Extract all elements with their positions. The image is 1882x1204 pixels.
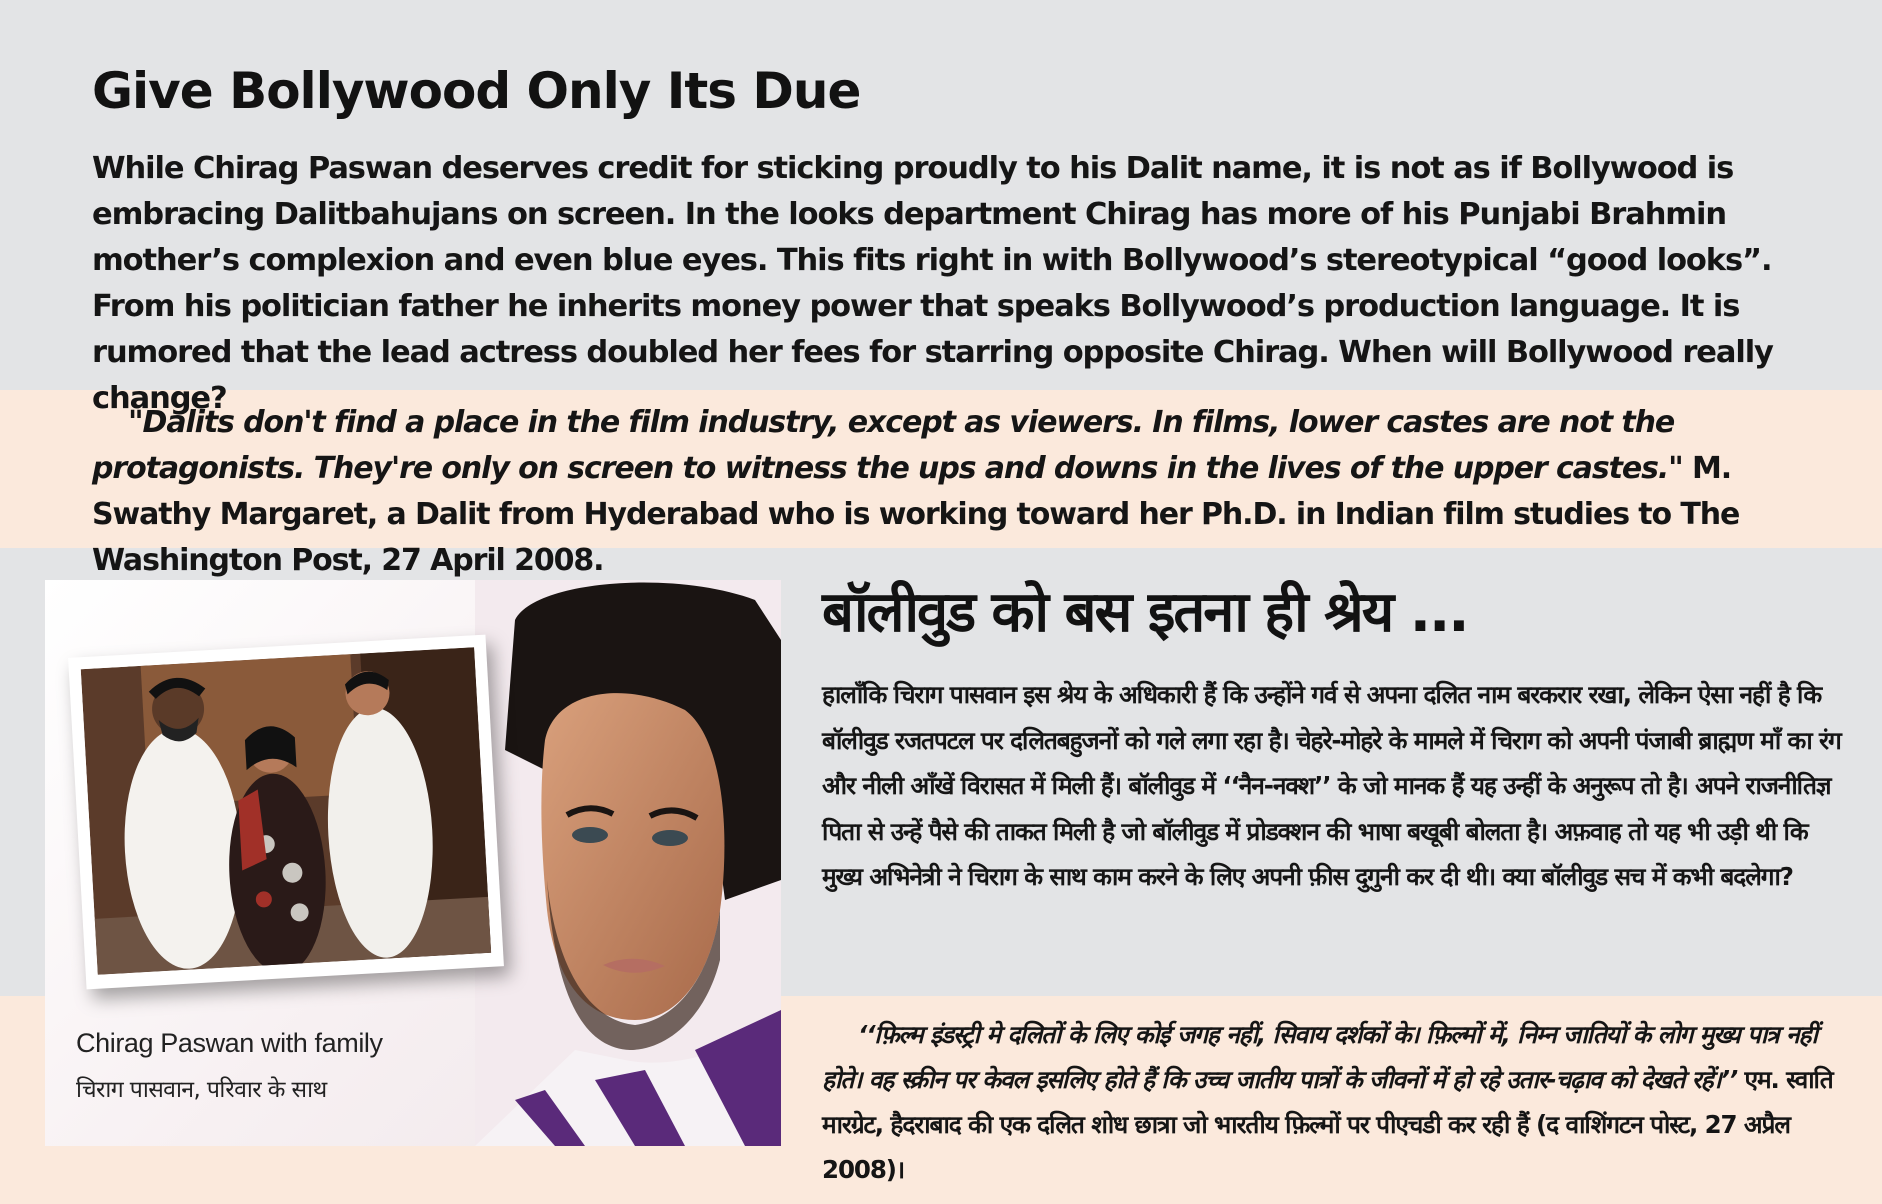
portrait-photo (475, 580, 781, 1146)
hindi-pull-quote (822, 1012, 1842, 1192)
article-body: While Chirag Paswan deserves credit for sticking proudly to his Dalit name, it is not as if Bollywood is embracing Dalitbahujans on screen. In the looks department Chirag has more of his Punjabi Brahmin mother’s complexion and even blue eyes. This fits right in with Bollywood’s stereotypical “good looks”. From his politician father he inherits money power that speaks Bollywood’s production language. It is rumored that the lead actress doubled her fees for starring opposite Chirag. When will Bollywood really change? (92, 151, 1773, 416)
hindi-quote-attribution: एम. स्वाति मारग्रेट, हैदराबाद की एक दलित शोध छात्रा जो भारतीय फ़िल्मों पर पीएचडी कर रही हैं (द वाशिंगटन पोस्ट, 27 अप्रैल 2008)। (822, 1065, 1833, 1184)
quote-attribution: M. Swathy Margaret, a Dalit from Hyderabad who is working toward her Ph.D. in Indian film studies to The Washington Post, 27 April 2008. (92, 451, 1740, 578)
family-photo-frame (68, 635, 504, 990)
hindi-body: हालाँकि चिराग पासवान इस श्रेय के अधिकारी हैं कि उन्होंने गर्व से अपना दलित नाम बरकरार रखा, लेकिन ऐसा नहीं है कि बॉलीवुड रजतपटल पर दलितबहुजनों को गले लगा रहा है। चेहरे-मोहरे के मामले में चिराग को अपनी पंजाबी ब्राह्मण माँ का रंग और नीली आँखें विरासत में मिली हैं। बॉलीवुड में ‘‘नैन-नक्श’’ के जो मानक हैं यह उन्हीं के अनुरूप तो है। अपने राजनीतिज्ञ पिता से उन्हें पैसे की ताकत मिली है जो बॉलीवुड में प्रोडक्शन की भाषा बखूबी बोलता है। अफ़वाह तो यह भी उड़ी थी कि मुख्य अभिनेत्री ने चिराग के साथ काम करने के लिए अपनी फ़ीस दुगुनी कर दी थी। क्या बॉलीवुड सच में कभी बदलेगा? (822, 680, 1841, 891)
family-photo (81, 647, 491, 975)
photo-caption-english: Chirag Paswan with family (76, 1028, 383, 1058)
hindi-title: बॉलीवुड को बस इतना ही श्रेय ... (822, 580, 1468, 645)
photo-caption-hindi: चिराग पासवान, परिवार के साथ (76, 1077, 327, 1103)
photo-panel (45, 580, 781, 1146)
pull-quote (92, 400, 1842, 584)
quote-text: "Dalits don't find a place in the film industry, except as viewers. In films, lower castes are not the protagonists. They're only on screen to witness the ups and downs in the lives of the upper castes." (92, 405, 1683, 486)
hindi-quote-text: ‘‘फ़िल्म इंडस्ट्री मे दलितों के लिए कोई जगह नहीं, सिवाय दर्शकों के। फ़िल्मों में, निम्न जातियों के लोग मुख्य पात्र नहीं होते। वह स्क्रीन पर केवल इसलिए होते हैं कि उच्च जातीय पात्रों के जीवनों में हो रहे उतार-चढ़ाव को देखते रहें।’’ (822, 1020, 1817, 1094)
article-title: Give Bollywood Only Its Due (92, 62, 861, 120)
